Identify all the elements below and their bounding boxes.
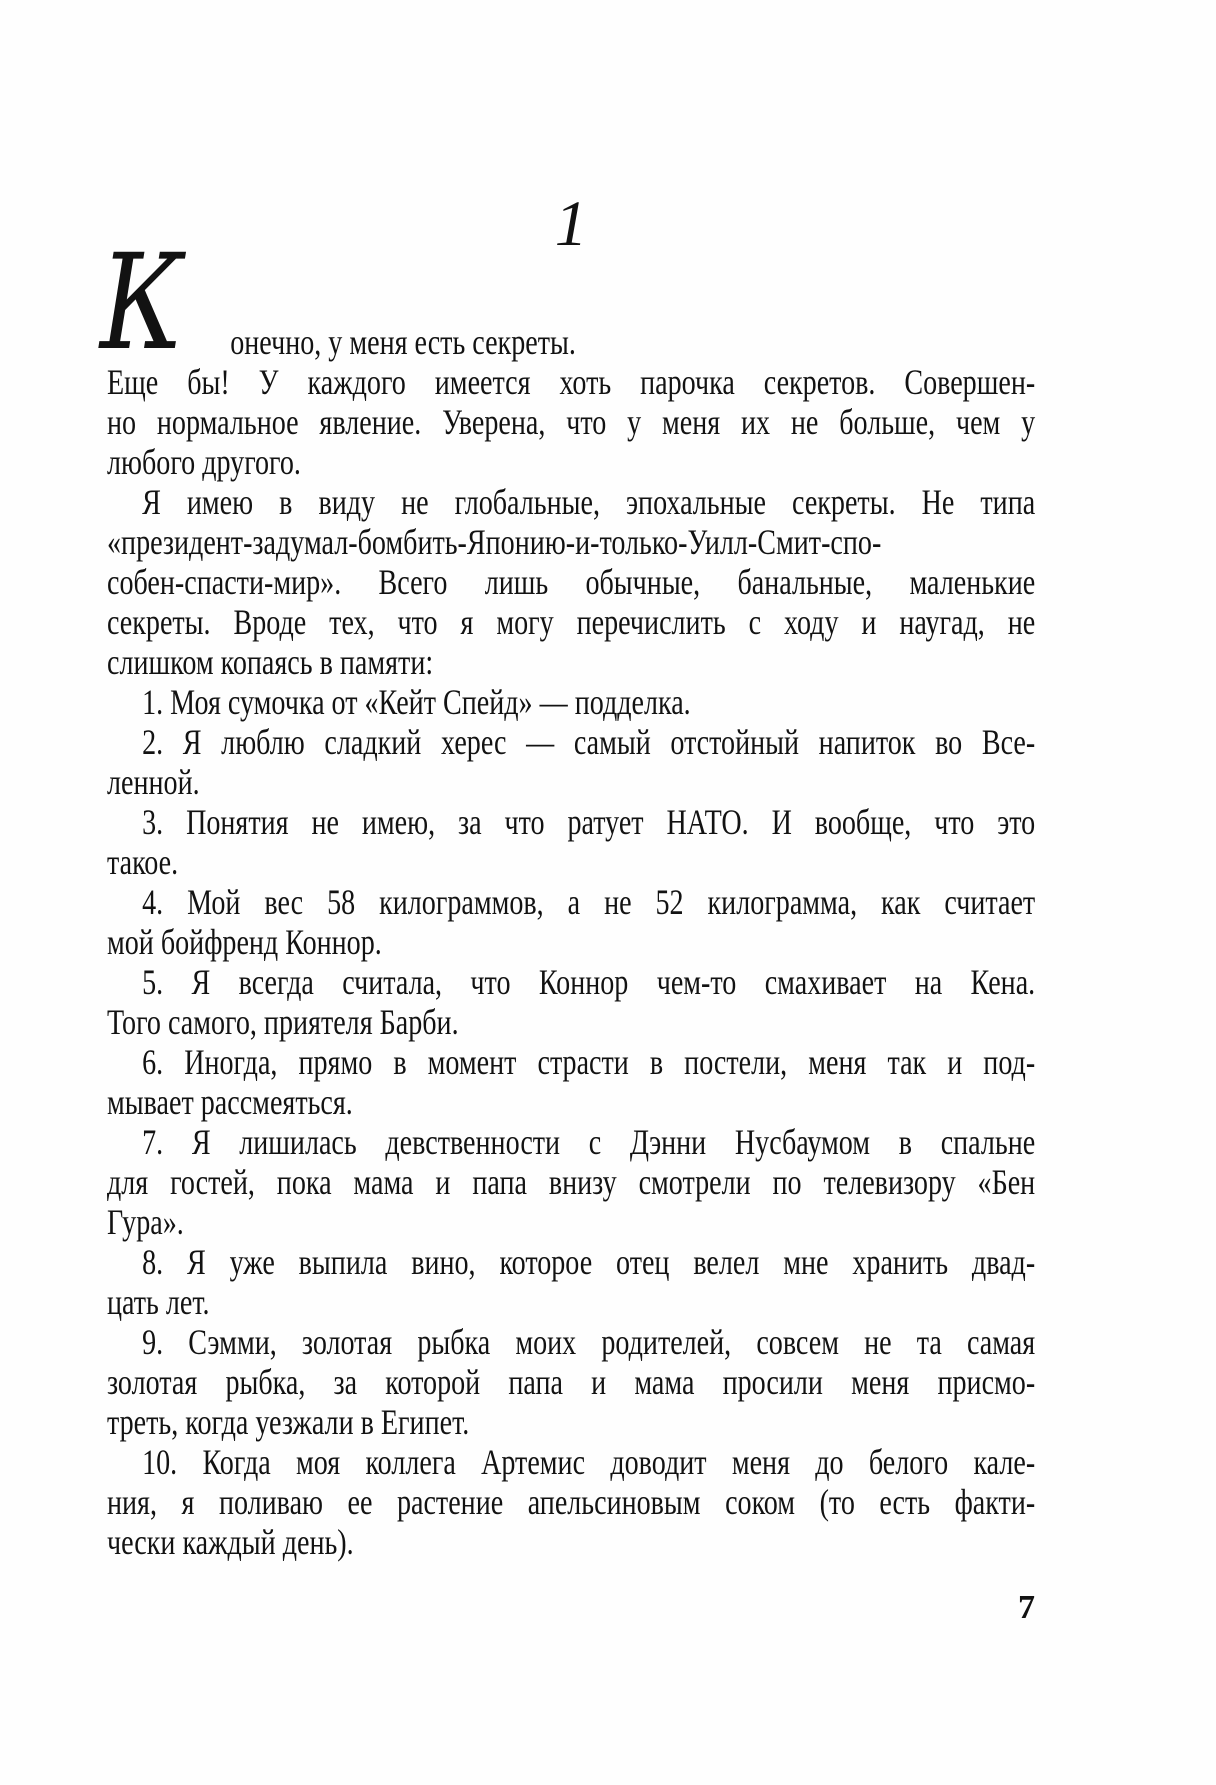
paragraph (107, 682, 1035, 722)
text-line: 5. Я всегда считала, что Коннор чем-то смахивает на Кена. (142, 962, 1036, 1002)
text-line: мывает рассмеяться. (107, 1082, 353, 1122)
paragraph (107, 1322, 1035, 1442)
paragraph (107, 802, 1035, 882)
text-line: 2. Я люблю сладкий херес — самый отстойный напиток во Все- (142, 722, 1036, 762)
text-line: 6. Иногда, прямо в момент страсти в постели, меня так и под- (142, 1042, 1036, 1082)
text-line: 4. Мой вес 58 килограммов, а не 52 килограмма, как считает (142, 882, 1036, 922)
page-number: 7 (1018, 1589, 1035, 1626)
paragraph (107, 882, 1035, 962)
text-line: Гура». (107, 1202, 184, 1242)
text-line: золотая рыбка, за которой папа и мама просили меня присмо- (107, 1362, 1036, 1402)
paragraph (107, 322, 1035, 362)
text-line: Я имею в виду не глобальные, эпохальные секреты. Не типа (142, 482, 1036, 522)
text-line: 9. Сэмми, золотая рыбка моих родителей, совсем не та самая (142, 1322, 1036, 1362)
text-line: такое. (107, 842, 179, 882)
text-line: ния, я поливаю ее растение апельсиновым соком (то есть факти- (107, 1482, 1036, 1522)
paragraph (107, 722, 1035, 802)
paragraph (107, 962, 1035, 1042)
drop-cap-letter: К (100, 226, 184, 380)
text-line: мой бойфренд Коннор. (107, 922, 382, 962)
text-line: 3. Понятия не имею, за что ратует НАТО. И вообще, что это (142, 802, 1036, 842)
text-line: собен-спасти-мир». Всего лишь обычные, банальные, маленькие (107, 562, 1036, 602)
paragraph (107, 362, 1035, 482)
text-line: 8. Я уже выпила вино, которое отец велел мне хранить двад- (142, 1242, 1036, 1282)
paragraph (107, 1442, 1035, 1562)
text-line: 7. Я лишилась девственности с Дэнни Нусбаумом в спальне (142, 1122, 1036, 1162)
body-text-column (107, 322, 1035, 1562)
text-line: Того самого, приятеля Барби. (107, 1002, 459, 1042)
text-line: чески каждый день). (107, 1522, 354, 1562)
text-line: онечно, у меня есть секреты. (230, 322, 576, 362)
text-line: «президент-задумал-бомбить-Японию-и-только-Уилл-Смит-спо- (107, 522, 882, 562)
text-line: ленной. (107, 762, 200, 802)
text-line: но нормальное явление. Уверена, что у меня их не больше, чем у (107, 402, 1036, 442)
text-line: 10. Когда моя коллега Артемис доводит меня до белого кале- (142, 1442, 1036, 1482)
text-line: 1. Моя сумочка от «Кейт Спейд» — подделка. (142, 682, 691, 722)
paragraph (107, 1122, 1035, 1242)
paragraph (107, 1042, 1035, 1122)
text-line: секреты. Вроде тех, что я могу перечислить с ходу и наугад, не (107, 602, 1036, 642)
chapter-number: 1 (554, 188, 588, 260)
text-line: любого другого. (107, 442, 301, 482)
paragraph (107, 482, 1035, 682)
text-line: треть, когда уезжали в Египет. (107, 1402, 470, 1442)
text-line: цать лет. (107, 1282, 210, 1322)
text-line: Еще бы! У каждого имеется хоть парочка секретов. Совершен- (107, 362, 1036, 402)
paragraph (107, 1242, 1035, 1322)
text-line: слишком копаясь в памяти: (107, 642, 434, 682)
text-line: для гостей, пока мама и папа внизу смотрели по телевизору «Бен (107, 1162, 1036, 1202)
